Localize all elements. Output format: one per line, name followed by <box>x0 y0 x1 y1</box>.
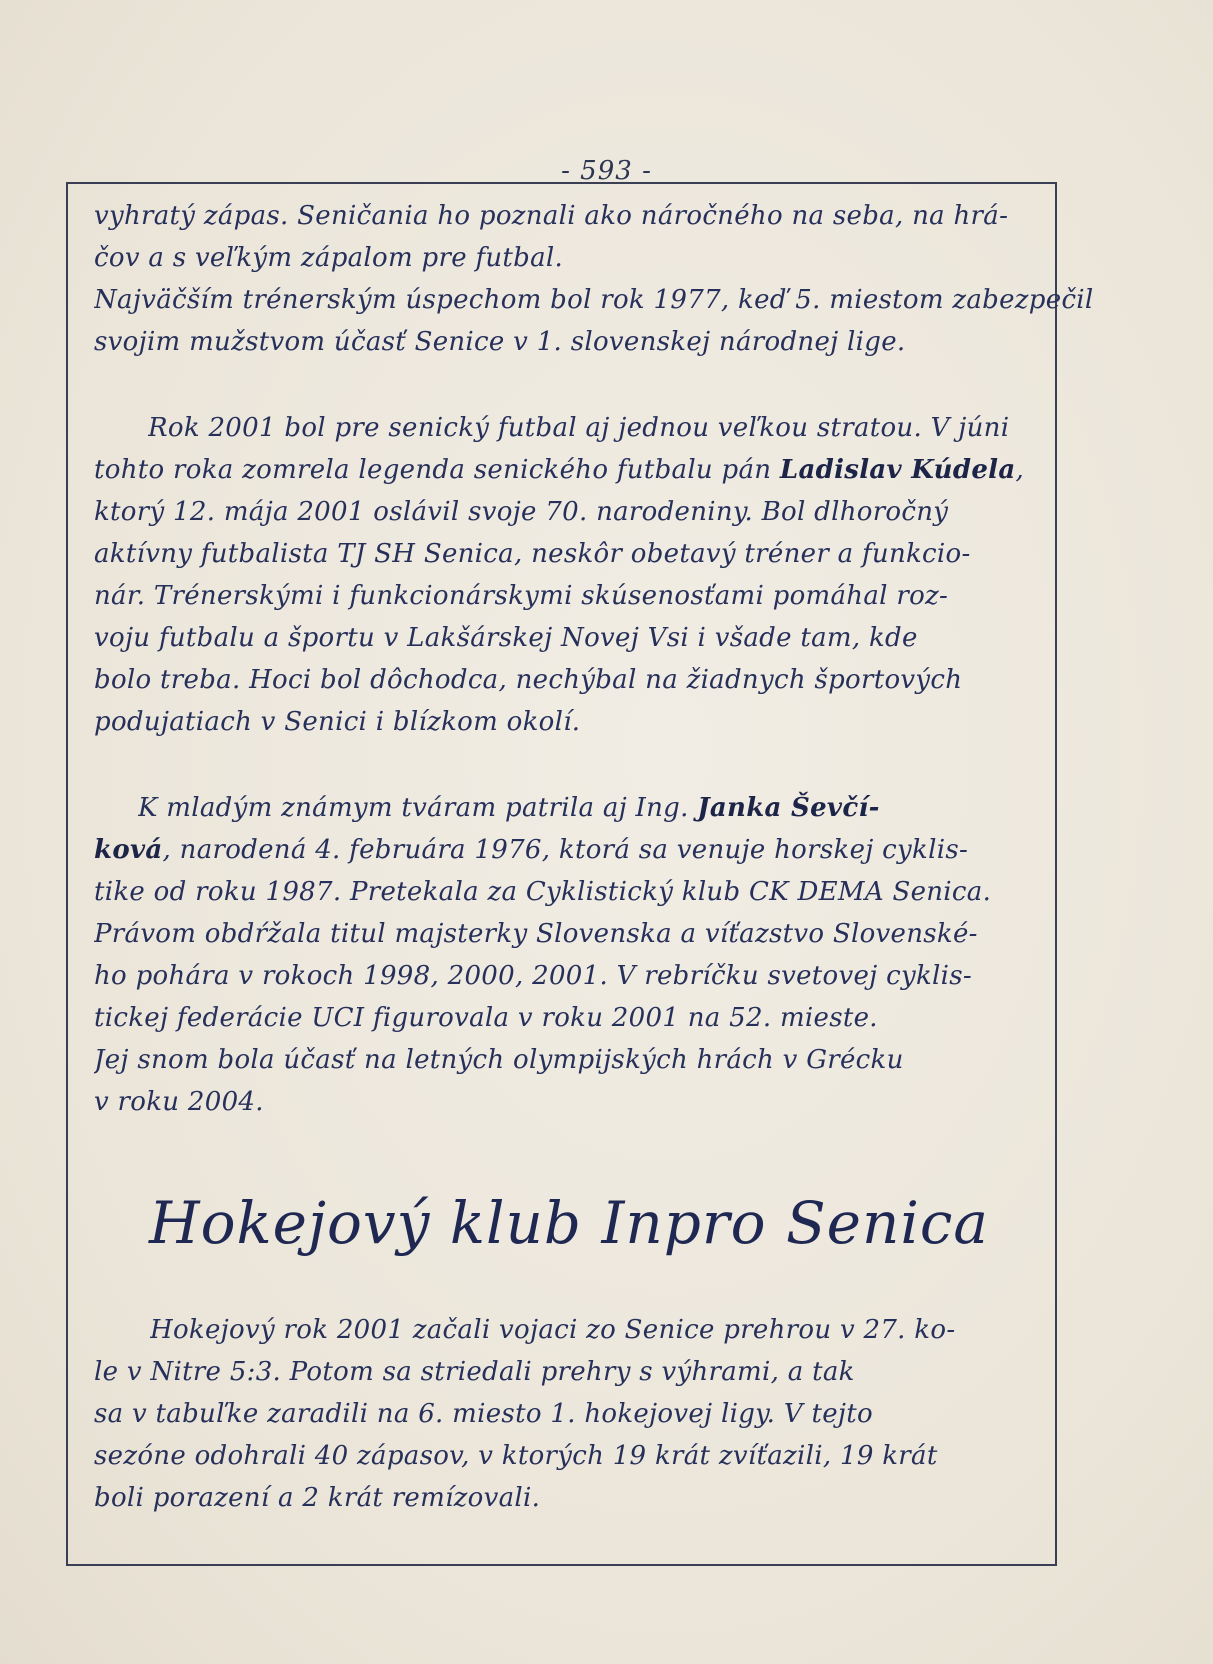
text-line: v roku 2004. <box>94 1087 264 1117</box>
text-line: tohto roka zomrela legenda senického futbalu pán Ladislav Kúdela, <box>94 455 1025 485</box>
text-line: Jej snom bola účasť na letných olympijských hrách v Grécku <box>94 1045 904 1075</box>
text-line: čov a s veľkým zápalom pre futbal. <box>94 243 564 273</box>
text-line: bolo treba. Hoci bol dôchodca, nechýbal na žiadnych športových <box>94 665 963 695</box>
text-line: svojim mužstvom účasť Senice v 1. slovenskej národnej lige. <box>94 327 906 357</box>
page-number: - 593 - <box>561 156 652 186</box>
text-line: tickej federácie UCI figurovala v roku 2001 na 52. mieste. <box>94 1003 878 1033</box>
text-line: tike od roku 1987. Pretekala za Cyklistický klub CK DEMA Senica. <box>94 877 992 907</box>
text-line: Najväčším trénerským úspechom bol rok 1977, keď 5. miestom zabezpečil <box>94 285 1094 315</box>
text-line: nár. Trénerskými i funkcionárskymi skúsenosťami pomáhal roz- <box>94 581 949 611</box>
text-line: Rok 2001 bol pre senický futbal aj jednou veľkou stratou. V júni <box>148 413 1010 443</box>
text-line: Právom obdŕžala titul majsterky Slovenska a víťazstvo Slovenské- <box>94 919 978 949</box>
text-line: le v Nitre 5:3. Potom sa striedali prehry s výhrami, a tak <box>94 1357 855 1387</box>
text-line: podujatiach v Senici i blízkom okolí. <box>94 707 581 737</box>
text-line: K mladým známym tváram patrila aj Ing. Janka Ševčí- <box>138 793 880 823</box>
text-line: voju futbalu a športu v Lakšárskej Novej Vsi i všade tam, kde <box>94 623 918 653</box>
text-line: ho pohára v rokoch 1998, 2000, 2001. V rebríčku svetovej cyklis- <box>94 961 972 991</box>
text-line: sa v tabuľke zaradili na 6. miesto 1. hokejovej ligy. V tejto <box>94 1399 873 1429</box>
text-line: aktívny futbalista TJ SH Senica, neskôr obetavý tréner a funkcio- <box>94 539 971 569</box>
name-janka-sevcikova: Janka Ševčí- <box>697 793 880 823</box>
text-line: Hokejový rok 2001 začali vojaci zo Senice prehrou v 27. ko- <box>150 1315 956 1345</box>
name-ladislav-kudela: Ladislav Kúdela <box>779 455 1016 485</box>
text-line: sezóne odohrali 40 zápasov, v ktorých 19 krát zvíťazili, 19 krát <box>94 1441 938 1471</box>
text-line: vyhratý zápas. Seničania ho poznali ako náročného na seba, na hrá- <box>94 201 1009 231</box>
text-line: boli porazení a 2 krát remízovali. <box>94 1483 541 1513</box>
section-heading: Hokejový klub Inpro Senica <box>149 1189 989 1257</box>
text-line: ková, narodená 4. februára 1976, ktorá sa venuje horskej cyklis- <box>94 835 969 865</box>
handwritten-text <box>94 196 1094 1556</box>
text-line: ktorý 12. mája 2001 oslávil svoje 70. narodeniny. Bol dlhoročný <box>94 497 949 527</box>
